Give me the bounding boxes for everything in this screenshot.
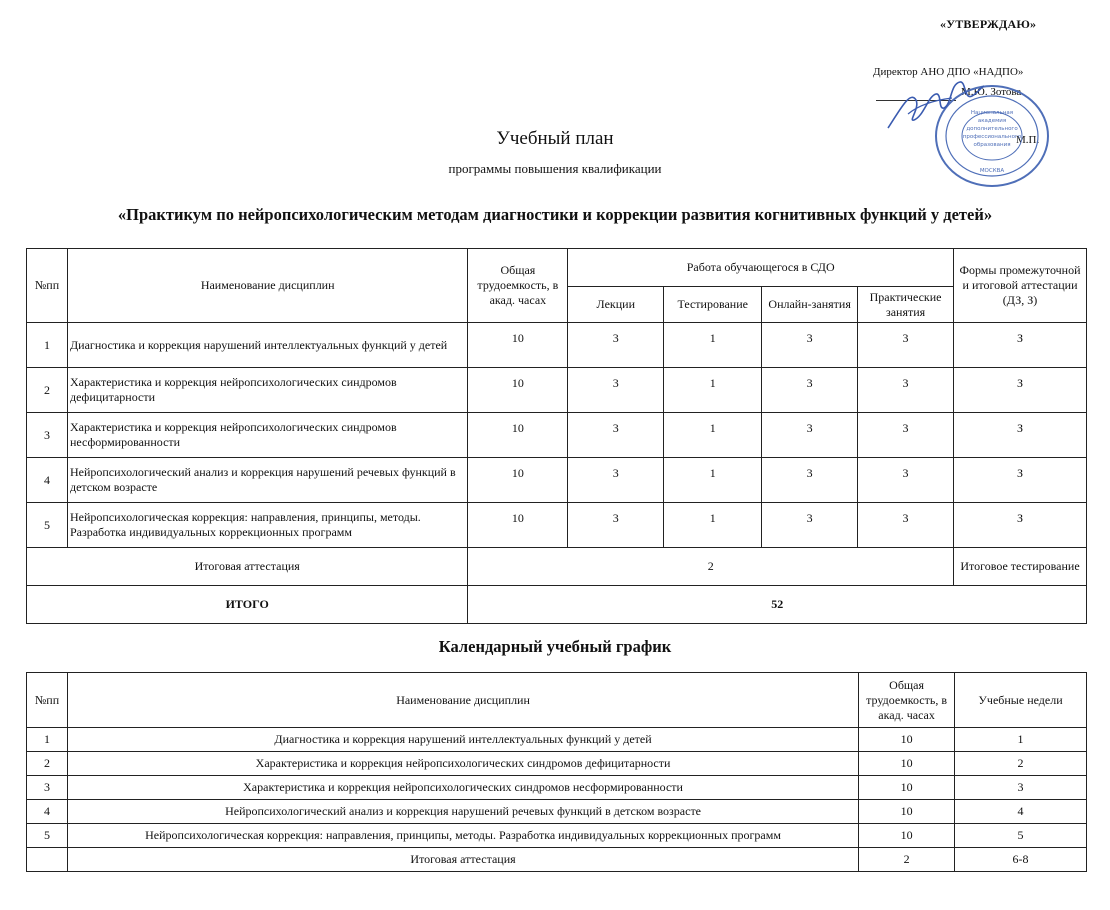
cell-hours: 10 <box>468 323 568 368</box>
director-position: Директор АНО ДПО «НАДПО» <box>873 66 1024 78</box>
calendar-cell-hours: 10 <box>859 800 955 824</box>
calendar-header-weeks: Учебные недели <box>955 673 1087 728</box>
calendar-cell-week: 5 <box>955 824 1087 848</box>
total-label: ИТОГО <box>27 586 468 624</box>
cell-lectures: 3 <box>568 413 664 458</box>
header-practice: Практические занятия <box>858 287 954 323</box>
cell-form: З <box>954 413 1087 458</box>
final-attestation-label: Итоговая аттестация <box>27 548 468 586</box>
cell-practice: 3 <box>858 503 954 548</box>
calendar-cell-name: Диагностика и коррекция нарушений интеллектуальных функций у детей <box>67 728 858 752</box>
calendar-cell-week: 6-8 <box>955 848 1087 872</box>
document-subtitle: программы повышения квалификации <box>448 161 662 176</box>
table-row <box>27 503 1087 548</box>
row-number: 3 <box>27 413 68 458</box>
cell-lectures: 3 <box>568 323 664 368</box>
table-row <box>27 776 1087 800</box>
table-row <box>27 752 1087 776</box>
cell-form: З <box>954 503 1087 548</box>
calendar-header-num: №пп <box>27 673 68 728</box>
calendar-cell-week: 4 <box>955 800 1087 824</box>
calendar-cell-week: 2 <box>955 752 1087 776</box>
cell-tests: 1 <box>664 323 762 368</box>
discipline-name: Диагностика и коррекция нарушений интеллектуальных функций у детей <box>67 323 467 368</box>
cell-form: З <box>954 323 1087 368</box>
header-online: Онлайн-занятия <box>762 287 858 323</box>
cell-lectures: 3 <box>568 503 664 548</box>
table-row <box>27 800 1087 824</box>
total-value: 52 <box>468 586 1087 624</box>
table-row <box>27 848 1087 872</box>
table-row <box>27 824 1087 848</box>
discipline-name: Характеристика и коррекция нейропсихологических синдромов дефицитарности <box>67 368 467 413</box>
calendar-cell-n: 2 <box>27 752 68 776</box>
cell-online: 3 <box>762 413 858 458</box>
header-lectures: Лекции <box>568 287 664 323</box>
stamp-text: академия <box>977 118 1007 124</box>
discipline-name: Нейропсихологическая коррекция: направления, принципы, методы. Разработка индивидуальных коррекционных программ <box>67 503 467 548</box>
stamp-text: образования <box>973 142 1011 148</box>
calendar-cell-n <box>27 848 68 872</box>
cell-hours: 10 <box>468 368 568 413</box>
calendar-header-hours: Общая трудоемкость, в акад. часах <box>859 673 955 728</box>
program-name: «Практикум по нейропсихологическим методам диагностики и коррекции развития когнитивных функций у детей» <box>117 205 993 224</box>
calendar-cell-name: Характеристика и коррекция нейропсихологических синдромов дефицитарности <box>67 752 858 776</box>
stamp-text: МОСКВА <box>979 168 1005 174</box>
calendar-cell-n: 5 <box>27 824 68 848</box>
table-row <box>27 458 1087 503</box>
header-forms: Формы промежуточной и итоговой аттестации (ДЗ, З) <box>954 249 1087 323</box>
cell-practice: 3 <box>858 323 954 368</box>
cell-practice: 3 <box>858 458 954 503</box>
row-number: 5 <box>27 503 68 548</box>
calendar-cell-n: 4 <box>27 800 68 824</box>
director-name: М.Ю. Зотова <box>961 86 1022 98</box>
calendar-cell-n: 1 <box>27 728 68 752</box>
cell-form: З <box>954 368 1087 413</box>
calendar-cell-name: Характеристика и коррекция нейропсихологических синдромов несформированности <box>67 776 858 800</box>
calendar-cell-week: 3 <box>955 776 1087 800</box>
cell-lectures: 3 <box>568 458 664 503</box>
calendar-cell-hours: 10 <box>859 824 955 848</box>
cell-hours: 10 <box>468 458 568 503</box>
stamp-place-label: М.П. <box>1016 134 1040 146</box>
calendar-cell-name: Итоговая аттестация <box>67 848 858 872</box>
final-attestation-form: Итоговое тестирование <box>954 548 1087 586</box>
table-row <box>27 323 1087 368</box>
cell-online: 3 <box>762 368 858 413</box>
cell-hours: 10 <box>468 413 568 458</box>
calendar-table <box>26 672 1087 872</box>
table-row <box>27 728 1087 752</box>
calendar-cell-n: 3 <box>27 776 68 800</box>
cell-form: З <box>954 458 1087 503</box>
calendar-cell-name: Нейропсихологическая коррекция: направления, принципы, методы. Разработка индивидуальных коррекционных программ <box>67 824 858 848</box>
header-num: №пп <box>27 249 68 323</box>
stamp-text: профессионального <box>962 134 1022 140</box>
approval-heading: «УТВЕРЖДАЮ» <box>940 17 1037 31</box>
cell-tests: 1 <box>664 458 762 503</box>
table-row <box>27 413 1087 458</box>
header-tests: Тестирование <box>664 287 762 323</box>
row-number: 4 <box>27 458 68 503</box>
calendar-cell-hours: 10 <box>859 728 955 752</box>
cell-online: 3 <box>762 458 858 503</box>
cell-practice: 3 <box>858 413 954 458</box>
cell-online: 3 <box>762 323 858 368</box>
calendar-cell-name: Нейропсихологический анализ и коррекция нарушений речевых функций в детском возрасте <box>67 800 858 824</box>
calendar-cell-hours: 10 <box>859 752 955 776</box>
cell-online: 3 <box>762 503 858 548</box>
cell-hours: 10 <box>468 503 568 548</box>
document-title: Учебный план <box>496 128 614 149</box>
header-work: Работа обучающегося в СДО <box>568 249 954 287</box>
cell-practice: 3 <box>858 368 954 413</box>
cell-tests: 1 <box>664 368 762 413</box>
table-row <box>27 368 1087 413</box>
cell-tests: 1 <box>664 503 762 548</box>
calendar-cell-week: 1 <box>955 728 1087 752</box>
discipline-name: Характеристика и коррекция нейропсихологических синдромов несформированности <box>67 413 467 458</box>
row-number: 2 <box>27 368 68 413</box>
cell-lectures: 3 <box>568 368 664 413</box>
stamp-text: дополнительного <box>966 126 1018 132</box>
header-hours: Общая трудоемкость, в акад. часах <box>468 249 568 323</box>
final-attestation-value: 2 <box>468 548 954 586</box>
calendar-header-name: Наименование дисциплин <box>67 673 858 728</box>
discipline-name: Нейропсихологический анализ и коррекция нарушений речевых функций в детском возрасте <box>67 458 467 503</box>
cell-tests: 1 <box>664 413 762 458</box>
curriculum-table <box>26 248 1087 624</box>
row-number: 1 <box>27 323 68 368</box>
calendar-title: Календарный учебный график <box>438 637 672 656</box>
header-name: Наименование дисциплин <box>67 249 467 323</box>
stamp-text: Национальная <box>970 110 1014 116</box>
calendar-cell-hours: 2 <box>859 848 955 872</box>
calendar-cell-hours: 10 <box>859 776 955 800</box>
